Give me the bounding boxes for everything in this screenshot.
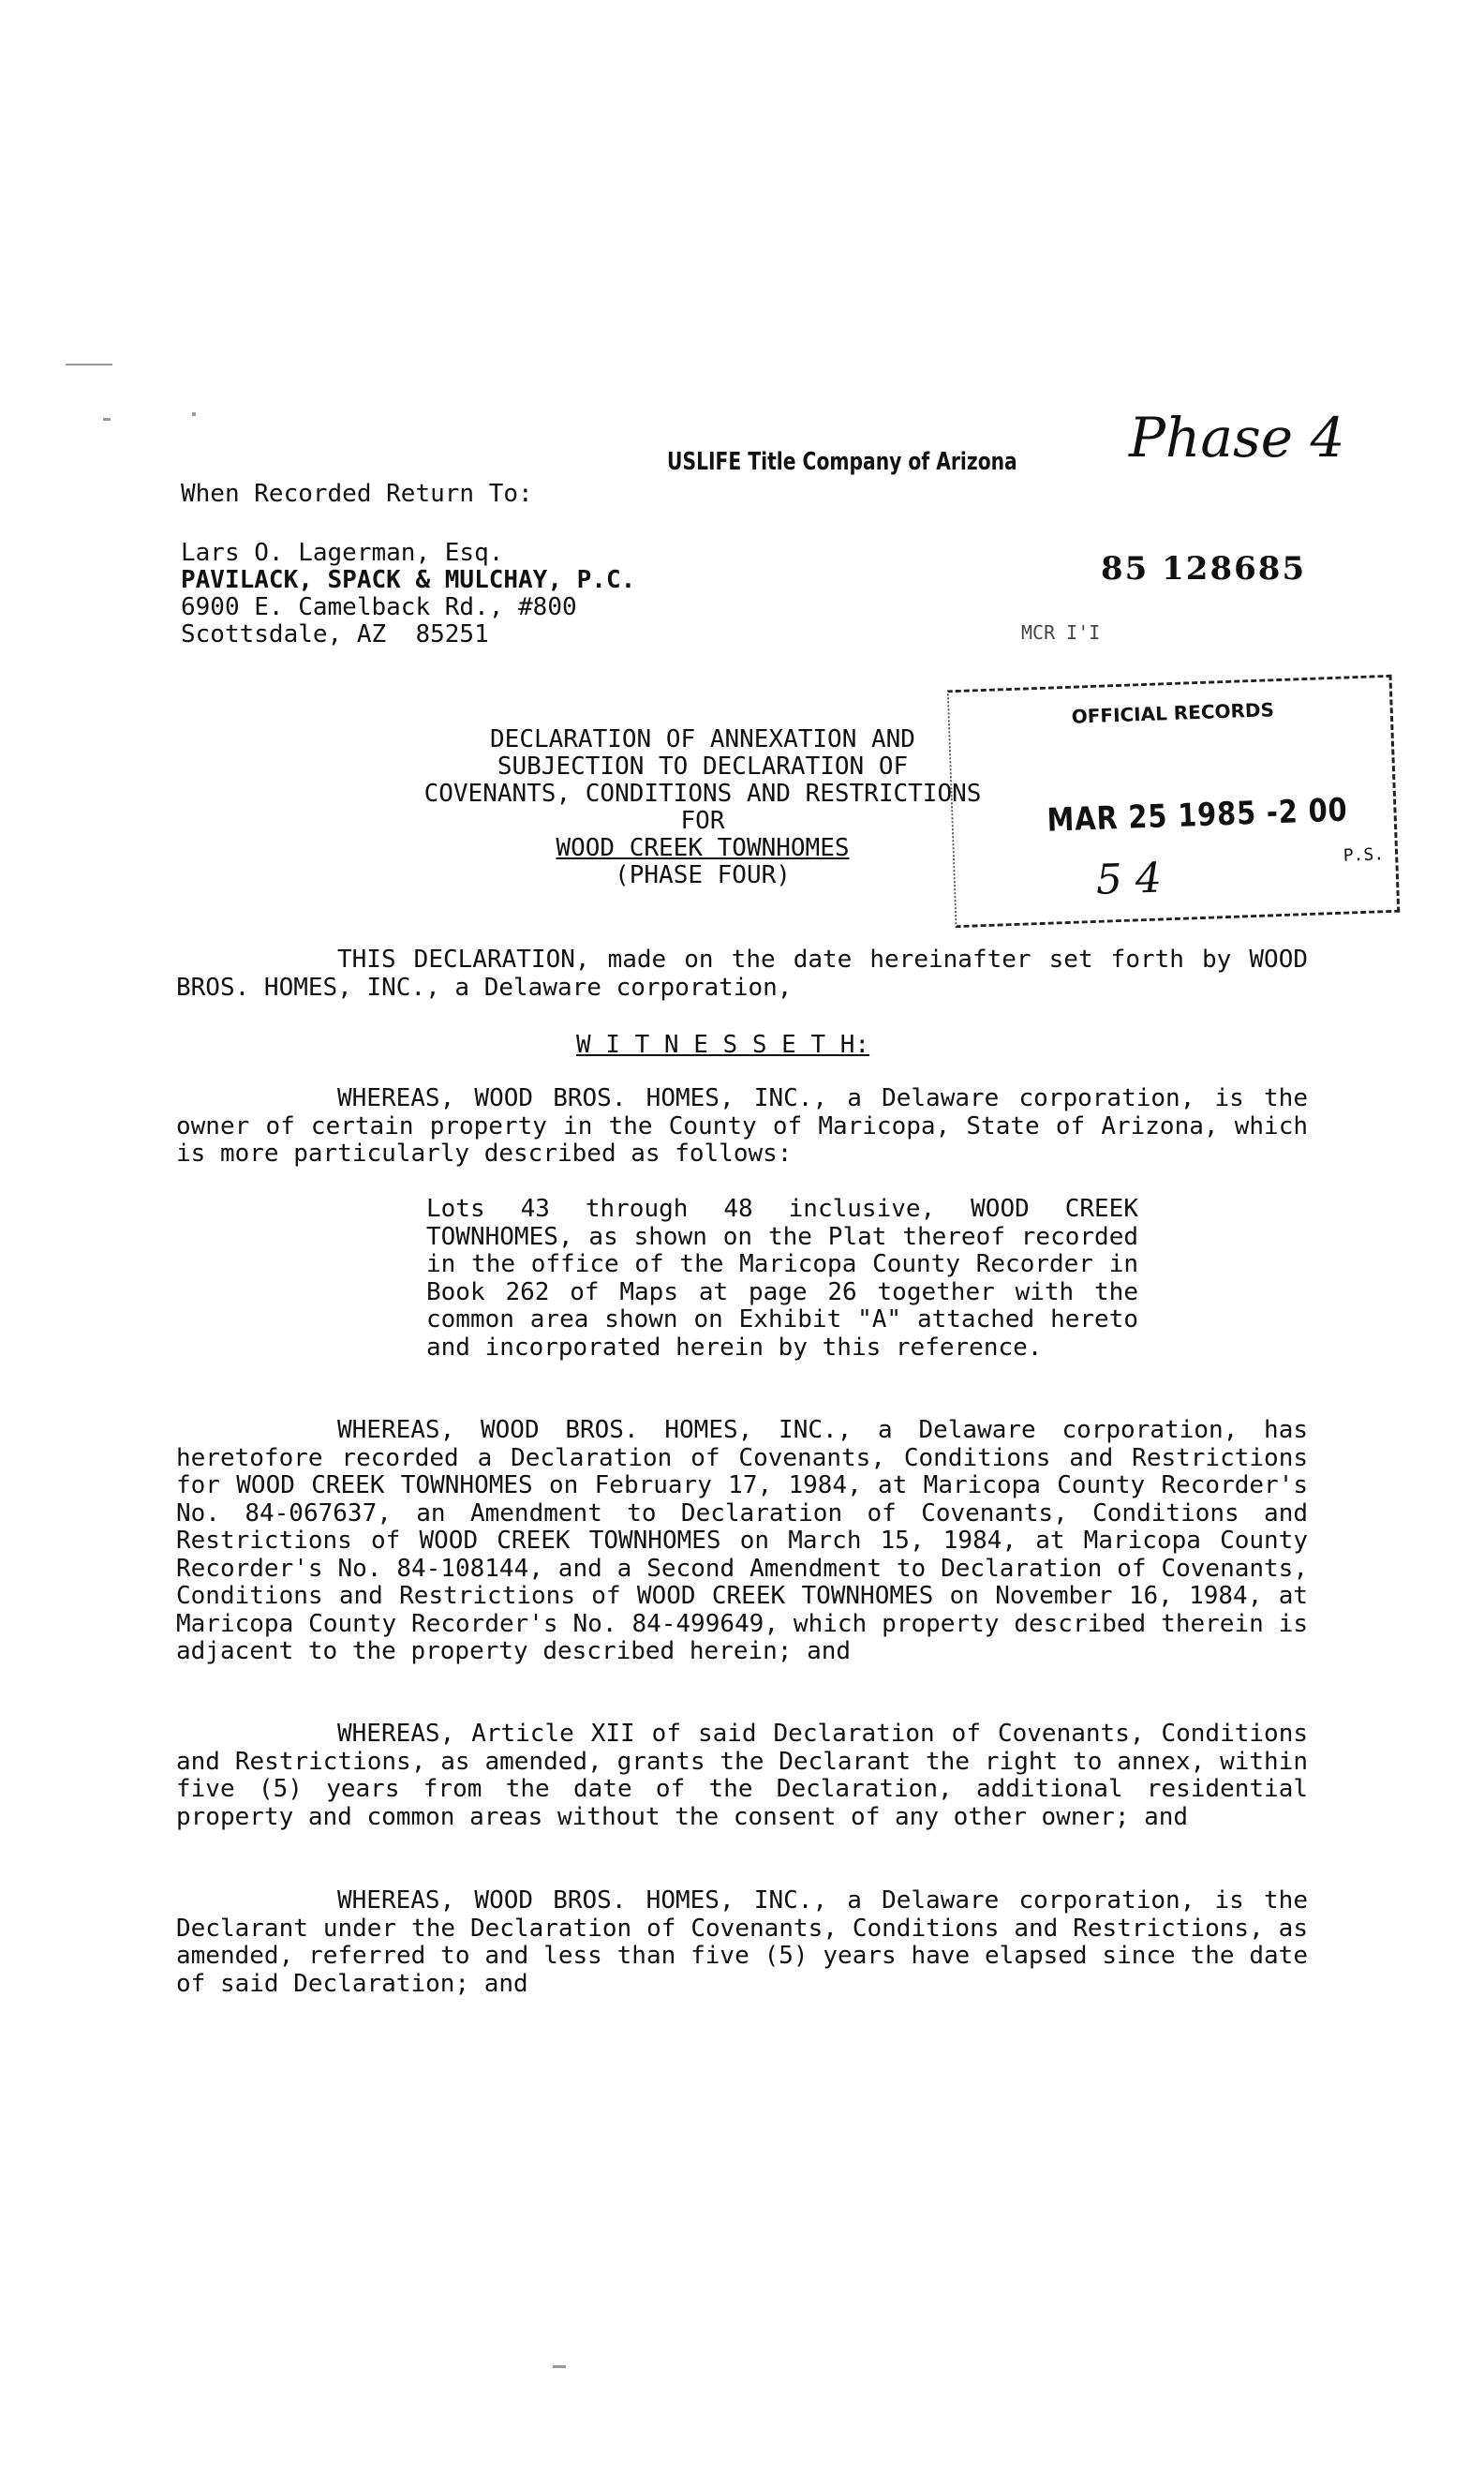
return-city: Scottsdale, AZ 85251 (181, 620, 489, 648)
handwritten-phase-note: Phase 4 (1129, 406, 1345, 469)
title-line-2: SUBJECTION TO DECLARATION OF (497, 753, 909, 781)
scan-mark (66, 364, 112, 365)
title-line-5: WOOD CREEK TOWNHOMES (556, 834, 850, 862)
scan-mark (192, 412, 196, 416)
intro-text: THIS DECLARATION, made on the date hereinafter set forth by WOOD BROS. HOMES, INC., a Delaware corporation, (176, 946, 1308, 1002)
return-name: Lars O. Lagerman, Esq. (181, 539, 504, 567)
document-title (356, 726, 1049, 889)
document-number: 85 128685 (1101, 550, 1307, 588)
scan-mark (553, 2365, 566, 2368)
title-company-stamp: USLIFE Title Company of Arizona (667, 448, 1017, 476)
stamp-signature: 5 4 (1095, 854, 1163, 904)
title-line-4: FOR (680, 807, 725, 835)
lot-description: Lots 43 through 48 inclusive, WOOD CREEK TOWNHOMES, as shown on the Plat thereof recorded in the office of the Maricopa County Recorder in Book 262 of Maps at page 26 together with the common area shown on Exhibit "A" attached hereto and incorporated herein by this reference. (426, 1195, 1138, 1362)
return-street: 6900 E. Camelback Rd., #800 (181, 593, 577, 621)
paragraph-3-text: WHEREAS, Article XII of said Declaration of Covenants, Conditions and Restrictions, as amended, grants the Declarant the right to annex, within five (5) years from the date of the Declaration, additional residential property and common areas without the consent of any other owner; and (176, 1720, 1308, 1831)
mcr-mark: MCR I'I (1021, 621, 1101, 644)
paragraph-1 (176, 1085, 1308, 1169)
title-line-6: (PHASE FOUR) (615, 861, 791, 889)
paragraph-2-text: WHEREAS, WOOD BROS. HOMES, INC., a Delaware corporation, has heretofore recorded a Declaration of Covenants, Conditions and Restrictions for WOOD CREEK TOWNHOMES on February 17, 1984, at Maricopa County Recorder's No. 84-067637, an Amendment to Declaration of Covenants, Conditions and Restrictions of WOOD CREEK TOWNHOMES on March 15, 1984, at Maricopa County Recorder's No. 84-108144, and a Second Amendment to Declaration of Covenants, Conditions and Restrictions of WOOD CREEK TOWNHOMES on November 16, 1984, at Maricopa County Recorder's No. 84-499649, which property described therein is adjacent to the property described herein; and (176, 1416, 1308, 1665)
witnesseth-heading: W I T N E S S E T H: (576, 1031, 870, 1059)
stamp-date: MAR 25 1985 -2 00 (1046, 791, 1349, 840)
paragraph-3 (176, 1721, 1308, 1831)
title-line-1: DECLARATION OF ANNEXATION AND (490, 725, 915, 753)
stamp-ps: P.S. (1343, 844, 1385, 866)
stamp-header: OFFICIAL RECORDS (1071, 698, 1275, 728)
paragraph-4-text: WHEREAS, WOOD BROS. HOMES, INC., a Delaware corporation, is the Declarant under the Declaration of Covenants, Conditions and Restrictions, as amended, referred to and less than five (5) years have elapsed since the date of said Declaration; and (176, 1886, 1308, 1998)
return-firm: PAVILACK, SPACK & MULCHAY, P.C. (181, 566, 636, 594)
paragraph-2 (176, 1417, 1308, 1666)
scan-mark (103, 418, 111, 421)
paragraph-4 (176, 1887, 1308, 1998)
return-to-label: When Recorded Return To: (181, 480, 533, 508)
paragraph-1-text: WHEREAS, WOOD BROS. HOMES, INC., a Delaware corporation, is the owner of certain property in the County of Maricopa, State of Arizona, which is more particularly described as follows: (176, 1084, 1308, 1168)
intro-paragraph (176, 946, 1308, 1002)
title-line-3: COVENANTS, CONDITIONS AND RESTRICTIONS (423, 780, 982, 808)
